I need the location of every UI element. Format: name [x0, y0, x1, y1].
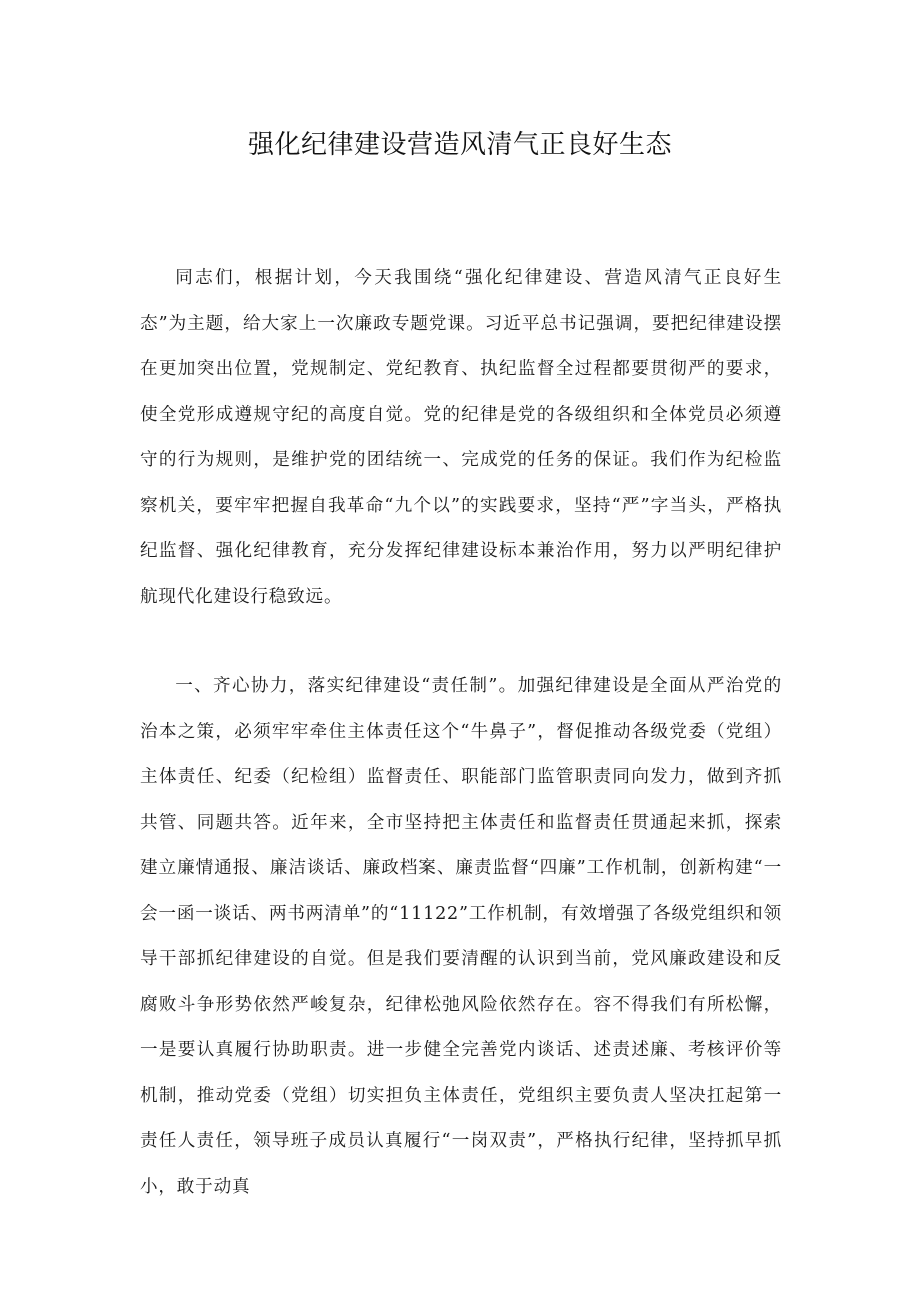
- paragraph-intro: 同志们，根据计划，今天我围绕“强化纪律建设、营造风清气正良好生态”为主题，给大家上一次廉政专题党课。习近平总书记强调，要把纪律建设摆在更加突出位置，党规制定、党纪教育、执纪监督全过程都要贯彻严的要求，使全党形成遵规守纪的高度自觉。党的纪律是党的各级组织和全体党员必须遵守的行为规则，是维护党的团结统一、完成党的任务的保证。我们作为纪检监察机关，要牢牢把握自我革命“九个以”的实践要求，坚持“严”字当头，严格执纪监督、强化纪律教育，充分发挥纪律建设标本兼治作用，努力以严明纪律护航现代化建设行稳致远。: [140, 268, 782, 607]
- document-title: 强化纪律建设营造风清气正良好生态: [247, 130, 672, 160]
- paragraph-section-one: 一、齐心协力，落实纪律建设“责任制”。加强纪律建设是全面从严治党的治本之策，必须牢牢牵住主体责任这个“牛鼻子”，督促推动各级党委（党组）主体责任、纪委（纪检组）监督责任、职能部门监管职责同向发力，做到齐抓共管、同题共答。近年来，全市坚持把主体责任和监督责任贯通起来抓，探索建立廉情通报、廉洁谈话、廉政档案、廉责监督“四廉”工作机制，创新构建“一会一函一谈话、两书两清单”的“11122”工作机制，有效增强了各级党组织和领导干部抓纪律建设的自觉。但是我们要清醒的认识到当前，党风廉政建设和反腐败斗争形势依然严峻复杂，纪律松弛风险依然存在。容不得我们有所松懈，一是要认真履行协助职责。进一步健全完善党内谈话、述责述廉、考核评价等机制，推动党委（党组）切实担负主体责任，党组织主要负责人坚决扛起第一责任人责任，领导班子成员认真履行“一岗双责”，严格执行纪律，坚持抓早抓小，敢于动真: [140, 676, 782, 1197]
